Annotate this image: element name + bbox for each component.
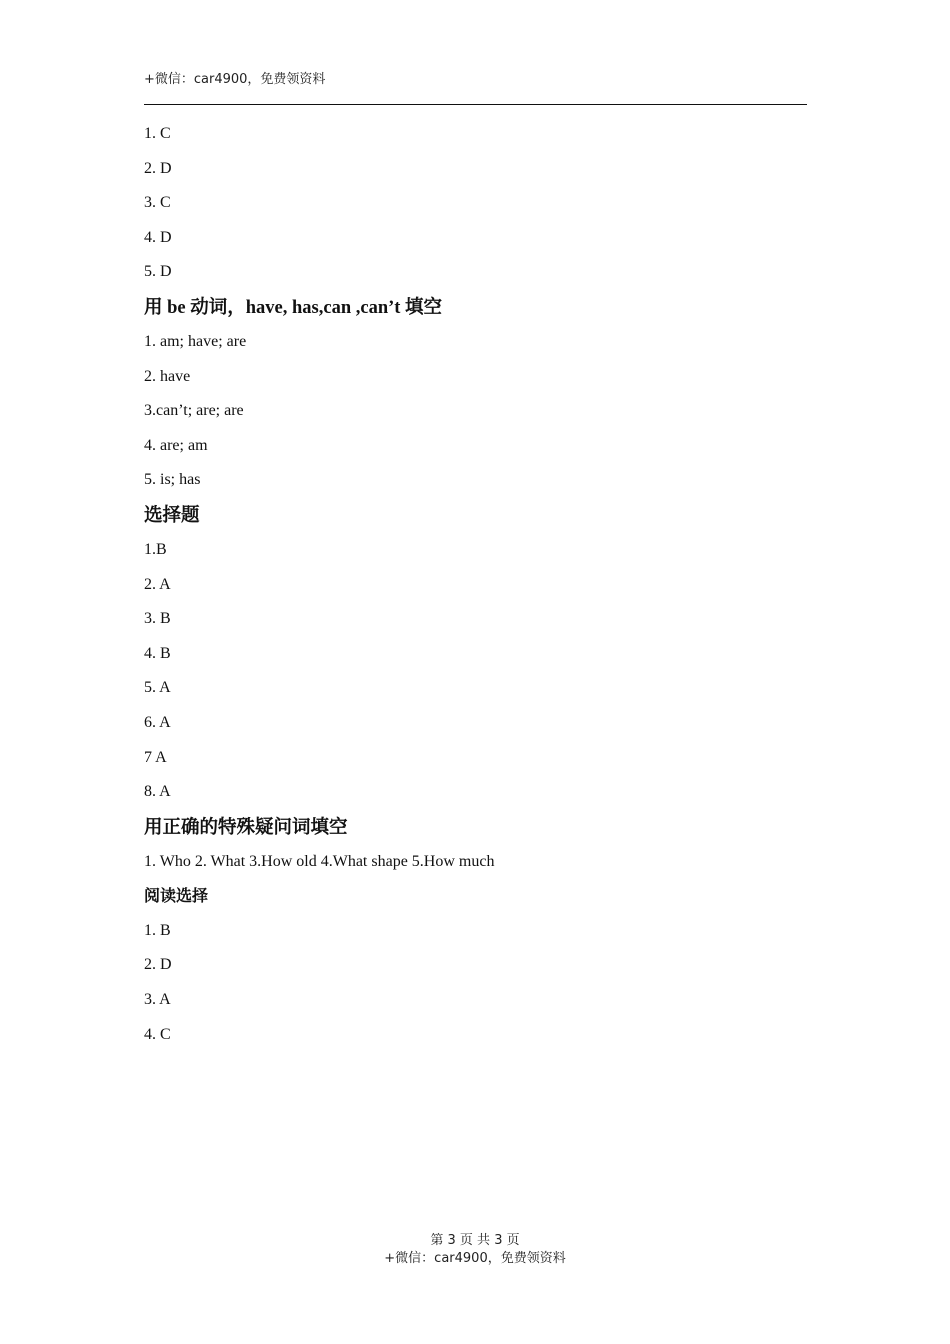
section-5-heading: 阅读选择 (144, 886, 209, 906)
section-3-heading: 选择题 (144, 505, 200, 526)
answer-content (144, 124, 807, 1059)
answer-item: 3. C (144, 194, 171, 212)
answer-item: 2. A (144, 575, 171, 593)
answer-item: 5. D (144, 263, 172, 281)
answer-item: 8. A (144, 783, 171, 801)
section-3-list (144, 540, 807, 802)
section-4-list (144, 852, 807, 872)
answer-item: 1. B (144, 921, 171, 939)
footer-wechat-text: +微信：car4900，免费领资料 (384, 1251, 566, 1266)
answer-item: 4. D (144, 228, 172, 246)
answer-item: 2. D (144, 159, 172, 177)
answer-item: 1. Who 2. What 3.How old 4.What shape 5.How much (144, 852, 495, 870)
section-4-heading: 用正确的特殊疑问词填空 (144, 817, 348, 838)
answer-item: 3.can’t; are; are (144, 402, 244, 420)
answer-item: 5. A (144, 679, 171, 697)
header-divider (144, 104, 807, 105)
answer-item: 3. A (144, 991, 171, 1009)
section-2-list (144, 332, 807, 490)
answer-item: 5. is; has (144, 471, 201, 489)
answer-item: 3. B (144, 610, 171, 628)
answer-item: 2. have (144, 367, 191, 385)
section-2-heading: 用 be 动词，have, has,can ,can’t 填空 (144, 297, 443, 318)
answer-item: 7 A (144, 748, 167, 766)
answer-item: 4. C (144, 1025, 171, 1043)
section-5-list (144, 921, 807, 1045)
answer-item: 1. C (144, 125, 171, 142)
header-wechat-text: +微信：car4900，免费领资料 (144, 72, 326, 87)
answer-item: 1. am; have; are (144, 332, 247, 350)
answer-item: 1.B (144, 540, 167, 558)
answer-item: 6. A (144, 713, 171, 731)
answer-item: 2. D (144, 956, 172, 974)
section-1-list (144, 124, 807, 282)
answer-item: 4. B (144, 644, 171, 662)
answer-item: 4. are; am (144, 436, 208, 454)
page-number: 第 3 页 共 3 页 (430, 1233, 520, 1248)
